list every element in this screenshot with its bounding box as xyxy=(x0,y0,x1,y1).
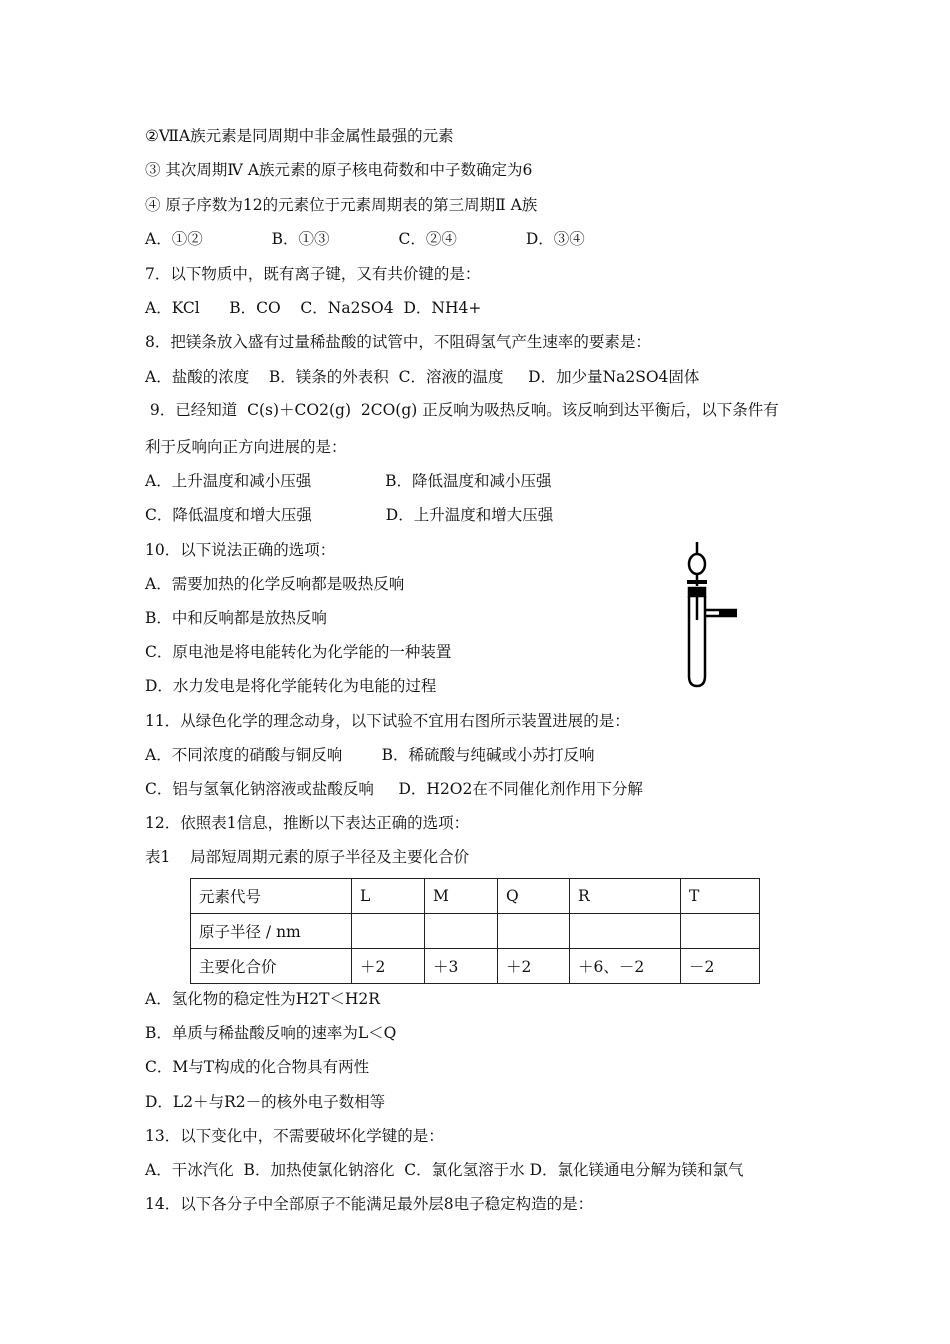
table-cell: ＋2 xyxy=(352,949,425,984)
table-cell: 主要化合价 xyxy=(191,949,352,984)
answer-options: A．上升温度和减小压强 B．降低温度和减小压强 xyxy=(145,472,552,490)
question-8: 8．把镁条放入盛有过量稀盐酸的试管中，不阻碍氢气产生速率的要素是： xyxy=(145,333,651,351)
question-9: 9．已经知道 C(s)＋CO2(g) 2CO(g) 正反响为吸热反响。该反响到达平衡后，以下条件有 xyxy=(145,401,779,419)
option-a: A．氢化物的稳定性为H2T＜H2R xyxy=(145,990,380,1008)
question-11: 11．从绿色化学的理念动身，以下试验不宜用右图所示装置进展的是： xyxy=(145,712,630,730)
question-14: 14．以下各分子中全部原子不能满足最外层8电子稳定构造的是： xyxy=(145,1195,594,1213)
table-cell: M xyxy=(425,879,498,914)
answer-options: A．KCl B．CO C．Na2SO4 D．NH4+ xyxy=(145,299,482,317)
text-line: ③ 其次周期Ⅳ A族元素的原子核电荷数和中子数确定为6 xyxy=(145,161,533,179)
table-cell: 元素代号 xyxy=(191,879,352,914)
test-tube-apparatus-figure xyxy=(675,540,755,690)
table-cell: Q xyxy=(498,879,570,914)
table-cell: L xyxy=(352,879,425,914)
table-cell: 原子半径 / nm xyxy=(191,914,352,949)
question-10: 10．以下说法正确的选项： xyxy=(145,541,336,559)
table-caption: 表1 局部短周期元素的原子半径及主要化合价 xyxy=(145,848,470,866)
table-cell xyxy=(570,914,681,949)
table-cell: ＋3 xyxy=(425,949,498,984)
option-b: B．单质与稀盐酸反响的速率为L＜Q xyxy=(145,1024,397,1042)
text-line: ②ⅦA族元素是同周期中非金属性最强的元素 xyxy=(145,127,454,145)
option-b: B．中和反响都是放热反响 xyxy=(145,609,327,627)
question-7: 7．以下物质中，既有离子键，又有共价键的是： xyxy=(145,265,481,283)
option-c: C．M与T构成的化合物具有两性 xyxy=(145,1058,370,1076)
question-13: 13．以下变化中，不需要破坏化学键的是： xyxy=(145,1127,444,1145)
answer-options: C．降低温度和增大压强 D．上升温度和增大压强 xyxy=(145,506,554,524)
option-c: C．原电池是将电能转化为化学能的一种装置 xyxy=(145,643,452,661)
answer-options: A．不同浓度的硝酸与铜反响 B．稀硫酸与纯碱或小苏打反响 xyxy=(145,746,595,764)
table-row xyxy=(191,949,760,984)
answer-options: A．干冰汽化 B．加热使氯化钠溶化 C．氯化氢溶于水 D．氯化镁通电分解为镁和氯气 xyxy=(145,1161,744,1179)
table-cell: －2 xyxy=(681,949,760,984)
table-cell: ＋6、－2 xyxy=(570,949,681,984)
table-row xyxy=(191,879,760,914)
table-cell xyxy=(352,914,425,949)
table-cell: R xyxy=(570,879,681,914)
table-row xyxy=(191,914,760,949)
element-table xyxy=(190,878,760,984)
table-cell xyxy=(681,914,760,949)
option-d: D．L2＋与R2－的核外电子数相等 xyxy=(145,1093,386,1111)
question-12: 12．依照表1信息，推断以下表达正确的选项： xyxy=(145,814,470,832)
answer-options: C．铝与氢氧化钠溶液或盐酸反响 D．H2O2在不同催化剂作用下分解 xyxy=(145,780,643,798)
table-cell xyxy=(425,914,498,949)
text-line: 利于反响向正方向进展的是： xyxy=(145,438,347,456)
text-line: ④ 原子序数为12的元素位于元素周期表的第三周期Ⅱ A族 xyxy=(145,196,538,214)
answer-options: A．盐酸的浓度 B．镁条的外表积 C．溶液的温度 D．加少量Na2SO4固体 xyxy=(145,368,700,386)
table-cell: ＋2 xyxy=(498,949,570,984)
answer-options: A．①② B．①③ C．②④ D．③④ xyxy=(145,230,585,248)
option-d: D．水力发电是将化学能转化为电能的过程 xyxy=(145,677,437,695)
table-cell xyxy=(498,914,570,949)
table-cell: T xyxy=(681,879,760,914)
option-a: A．需要加热的化学反响都是吸热反响 xyxy=(145,575,405,593)
